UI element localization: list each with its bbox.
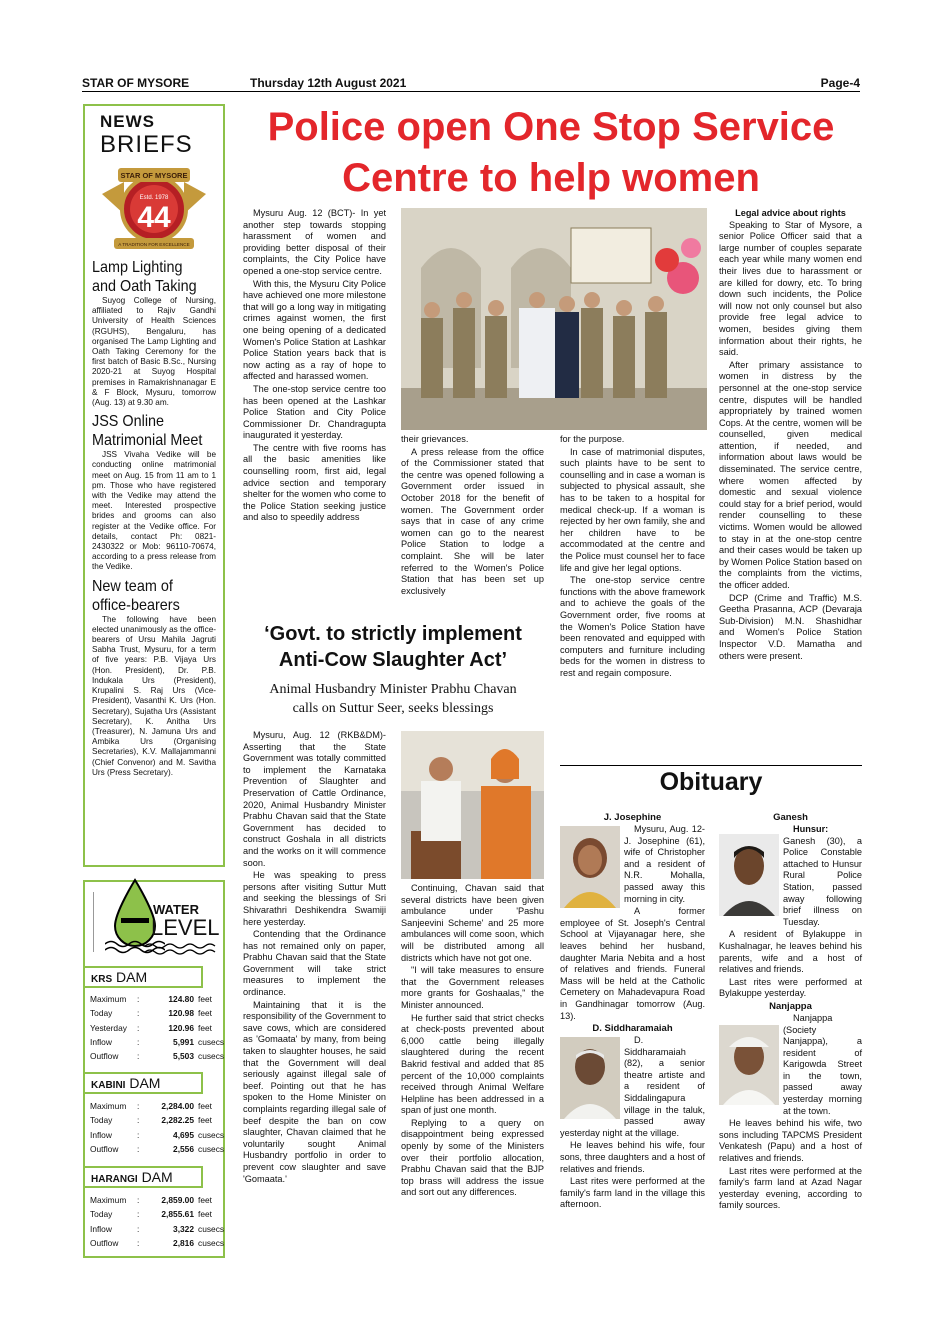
obituary-title: Obituary [560, 765, 862, 797]
brief-body: JSS Vivaha Vedike will be conducting online matrimonial meet on Aug. 15 from 11 am to 1 pm. Those who have registered with the Vedike may attend the meet. Interested prospective brides and grooms can also register at the Vedike office. For details, contact Ph: 0821-2430322 or Mob: 96110-70674, according to a press release from the Vedike. [92, 450, 216, 572]
brief-heading: Lamp Lighting and Oath Taking [92, 259, 197, 295]
paragraph: Speaking to Star of Mysore, a senior Police Officer said that a large number of couples separate each year while many women end their lives due to harassment or are killed for dowry, etc. To bring down such incidents, the Police will now not only counsel but also provide free legal advice to women, besides giving them information about their rights, he said. [719, 219, 862, 358]
paragraph: He leaves behind his wife, two sons including TAPCMS President Venkatesh (Papu) and a host of relatives and friends. [719, 1118, 862, 1164]
portrait-icon [560, 1037, 620, 1119]
water-level-header [85, 882, 223, 962]
paragraph: D. Siddharamaiah (82), a senior theatre artiste and a resident of Siddalingapura village in the taluk, passed away yesterday night at the village. [560, 1035, 705, 1138]
obituary-name: D. Siddharamaiah [592, 1023, 673, 1035]
paragraph: Mysuru, Aug. 12 (RKB&DM)- Asserting that the State Government was totally committed to implement the Karnataka Prevention of Slaughter and Preservation of Cattle Ordinance, 2020, Animal Husbandry Minister Prabhu Chavan said that the State Government has decided to construct Goshala in all districts and the works on it will commence soon. [243, 730, 386, 868]
brief-item [92, 258, 216, 408]
brief-item [92, 577, 216, 778]
paragraph: their grievances. [401, 434, 469, 444]
logo-number: 44 [137, 201, 171, 234]
lead-column-3 [560, 434, 705, 680]
portrait-icon [719, 834, 779, 916]
dam-row: Outflow : 5,503 cusecs [90, 1051, 225, 1062]
paragraph: With this, the Mysuru City Police have achieved one more milestone that will go a long way in mitigating crimes against women, the first one being opening of a dedicated Women's Police Station at Lashkar Police Station years back that is now acting as a ray of hope to affected and harassed women. [243, 278, 386, 382]
paragraph: He was speaking to press persons after visiting Suttur Mutt and seeking the blessings of Sri Shivarathri Deshikendra Swamiji here yesterday. [243, 870, 386, 927]
paragraph: Nanjappa (Society Nanjappa), a resident of Karigowda Street in the town, passed away yesterday morning at the town. [783, 1012, 862, 1116]
paragraph: Maintaining that it is the responsibility of the Government to save cows, which are considered as 'Gomaata' by many, from being taken to slaughter houses, he said that the Government will deal seriously against illegal sale of beef. Pointing out that he has spoken to the Home Minister on complaints regarding illegal sale of beef despite the ban on cow slaughter, Chavan claimed that he voluntarily sought Animal Husbandry portfolio in order to prevent cow slaughter and save 'Gomaata.' [243, 999, 386, 1184]
paragraph: Last rites were performed at Bylakuppe yesterday. [719, 976, 862, 999]
logo-text: STAR OF MYSORE [120, 171, 188, 180]
brief-heading: New team of office-bearers [92, 577, 180, 614]
brief-body: The following have been elected unanimously as the office-bearers of Ursu Mahila Jagruti Sabha Trust, Mysuru, for a term of five years: P.B. Vijaya Urs (Hon. President), Dr. P.B. Indukala Urs (President), Krupalini S. Raj Urs (Vice-President), Vasanthi K. Urs (Hon. Secretary), Sujatha Urs (Assistant Secretary), K. Anitha Urs (Treasurer), N. Jamuna Urs and Ambika Urs (Organising Secretaries), K.V. Mallajammanni (Chief Convenor) and M. Savitha Urs (Press Secretary). [92, 614, 216, 777]
dam-row: Yesterday : 120.96 feet [90, 1022, 212, 1033]
news-briefs-title: NEWS BRIEFS [100, 112, 193, 158]
lead-column-4 [719, 208, 862, 663]
news-briefs-box [83, 104, 225, 867]
cow-story-headline: ‘Govt. to strictly implement Anti-Cow Slaughter Act’ [264, 623, 522, 671]
paragraph: The centre with five rooms has all the basic amenities like counselling room, first aid, legal advice section and temporary shelter for the women who come to the Police Station seeking justice and also to speedily address [243, 442, 386, 523]
dam-tag-krs: KRS DAM [85, 966, 203, 988]
minister-seer-photo [401, 731, 544, 879]
brief-heading: JSS Online Matrimonial Meet [92, 413, 203, 450]
paragraph: Mysuru, Aug. 12- J. Josephine (61), wife of Christopher and a resident of N.R. Mohalla, passed away this morning in city. [624, 824, 705, 904]
dam-row: Today : 2,282.25 feet [90, 1115, 212, 1126]
paragraph: Last rites were performed at the family's farm land at Azad Nagar yesterday evening, according to family sources. [719, 1165, 862, 1211]
lead-column-2 [401, 434, 544, 598]
paper-name: STAR OF MYSORE [82, 76, 190, 90]
paragraph: The one-stop service centre too has been opened at the Lashkar Police Station and City Police Commissioner Dr. Chandragupta inaugurated it yesterday. [243, 383, 386, 441]
page-number: Page-4 [820, 76, 860, 90]
paragraph: Last rites were performed at the family's farm land in the village this afternoon. [560, 1176, 705, 1210]
paragraph: In case of matrimonial disputes, such plaints have to be sent to counselling and in case a woman is subjected to physical assault, she has to be taken to a hospital for medical check-up. If a woman is rejected by her own family, she and her children have to be accommodated at the centre and the Police must counsel her to face life and give her legal options. [560, 446, 705, 573]
star-of-mysore-44-logo [94, 164, 214, 254]
obituary-column-1 [560, 812, 705, 1212]
paragraph: Replying to a query on disappointment being expressed openly by some of the Ministers over their portfolio allocation, Prabhu Chavan said that the BJP top brass will address the issue and sort out any differences. [401, 1117, 544, 1198]
paragraph: The one-stop service centre functions with the above framework and to achieve the goals of the Government order, five rooms at the Women's Police Station have been renovated and equipped with computers and furniture including beds for the women in distress to rest and regain composure. [560, 575, 705, 678]
water-level-box [83, 880, 225, 1258]
dam-row: Outflow : 2,556 cusecs [90, 1143, 225, 1154]
dam-row: Maximum : 2,284.00 feet [90, 1101, 212, 1111]
paragraph: Contending that the Ordinance has not remained only on paper, Prabhu Chavan said that the State Government will take strict measures to implement the ordinance. [243, 929, 386, 998]
dam-row: Inflow : 4,695 cusecs [90, 1129, 225, 1140]
subheading: Legal advice about rights [735, 208, 846, 218]
dam-row: Inflow : 5,991 cusecs [90, 1036, 225, 1047]
dam-row: Maximum : 2,859.00 feet [90, 1195, 212, 1205]
obituary-name: Nanjappa [769, 1000, 812, 1012]
dam-table-kabini [90, 1099, 224, 1156]
masthead [82, 75, 860, 92]
obituary-name: Ganesh [773, 812, 808, 823]
wave-lines-icon [85, 940, 225, 960]
obituary-photo-siddharamaiah [560, 1037, 620, 1119]
obituary-photo-nanjappa [719, 1025, 779, 1105]
dam-row: Today : 2,855.61 feet [90, 1209, 212, 1220]
paragraph: Hunsur: Ganesh (30), a Police Constable attached to Hunsur Rural Police Station, passed away following brief illness on Tuesday. [783, 824, 862, 927]
issue-date: Thursday 12th August 2021 [250, 76, 407, 90]
dam-row: Outflow : 2,816 cusecs [90, 1237, 225, 1248]
portrait-icon [719, 1025, 779, 1105]
obituary-photo-josephine [560, 826, 620, 908]
anniversary-emblem-icon [94, 164, 214, 254]
cow-story-deck: Animal Husbandry Minister Prabhu Chavan calls on Suttur Seer, seeks blessings [269, 682, 517, 716]
water-level-title1: WATER [153, 902, 199, 917]
photo-illustration [401, 731, 544, 879]
water-level-title2: LEVEL [151, 915, 220, 940]
logo-motto: A TRADITION FOR EXCELLENCE [118, 242, 190, 247]
lead-headline: Police open One Stop Service Centre to help women [267, 105, 835, 200]
dam-tag-harangi: HARANGI DAM [85, 1166, 203, 1188]
photo-illustration [401, 208, 707, 430]
dam-row: Inflow : 3,322 cusecs [90, 1223, 225, 1234]
lead-column-1 [243, 208, 386, 525]
dam-row: Today : 120.98 feet [90, 1008, 212, 1019]
paragraph: A resident of Bylakuppe in Kushalnagar, he leaves behind his parents, wife and a host of relatives and friends. [719, 929, 862, 975]
brief-item [92, 412, 216, 572]
paragraph: A press release from the office of the Commissioner stated that the centre was opened following a Government order issued in October 2018 for the benefit of women. The Government order says that in case of any crime women can go to the nearest Police Station to lodge a complaint. She will be later referred to the Women's Police Station that has been set up exclusively [401, 446, 544, 596]
paragraph: Continuing, Chavan said that several districts have been given ambulance under 'Pashu Sanjeevini Scheme' and 25 more ambulances will come soon, which will be distributed among all districts which have not got one. [401, 883, 544, 963]
dam-tag-kabini: KABINI DAM [85, 1072, 203, 1094]
logo-estd: Estd. 1978 [139, 195, 169, 201]
police-centre-photo [401, 208, 707, 430]
cow-column-2 [401, 883, 544, 1200]
dam-table-krs [90, 992, 224, 1063]
dam-row: Maximum : 124.80 feet [90, 994, 212, 1004]
paragraph: He leaves behind his wife, four sons, three daughters and a host of relatives and friends. [560, 1140, 705, 1174]
cow-column-1 [243, 730, 386, 1186]
dateline: Hunsur: [793, 824, 829, 834]
paragraph: A former employee of St. Joseph's Central School at Vijayanagar here, she leaves behind her husband, daughter Maria Nebita and a host of relatives and friends. Funeral Mass will be held at the Catholic Cemetery on Mahadevapura Road in Gandhinagar tomorrow (Aug. 13). [560, 906, 705, 1021]
paragraph: for the purpose. [560, 434, 625, 444]
paragraph: Mysuru Aug. 12 (BCT)- In yet another step towards stopping harassment of women and providing better disposal of their complaints, the City Police have opened a one-stop service centre. [243, 208, 386, 276]
obituary-photo-ganesh [719, 834, 779, 916]
paragraph: "I will take measures to ensure that the Government releases more grants for Goshaalas," the Minister announced. [401, 965, 544, 1010]
paragraph: DCP (Crime and Traffic) M.S. Geetha Prasanna, ACP (Devaraja Sub-Division) M.N. Shashidhar and Women's Police Station Inspector V.D. Mamatha and others were present. [719, 592, 862, 661]
brief-body: Suyog College of Nursing, affiliated to Rajiv Gandhi University of Health Sciences (RGUHS), Bengaluru, has organised The Lamp Lighting and Oath Taking Ceremony for the first batch of Basic B.Sc., Nursing 2020-21 at Suyog Hospital premises in Ramakrishnanagar E & F Block, Mysuru, tomorrow (Aug. 13) at 9.30 am. [92, 296, 216, 408]
paragraph: After primary assistance to women in distress by the personnel at the one-stop service centre, disputes will be handled appropriately by trained women Cops. At the centre, women will be counselled, given medical attention, if needed, and information about laws would be disseminated. The service centre, where women affected by domestic and sexual violence could stay for a brief period, would render counselling to these victims. Women would be allowed to stay in at the one-stop centre and their cases would be taken up by Women Police Station based on the complaints from the victims, the officer added. [719, 359, 862, 590]
paragraph: He further said that strict checks at check-posts prevented about 6,000 cattle being illegally slaughtered during the recent Bakrid festival and added that 85 percent of the 10,000 complaints received through Animal Welfare Helpline has been addressed in a span of just one month. [401, 1012, 544, 1116]
obituary-column-2 [719, 812, 862, 1213]
portrait-icon [560, 826, 620, 908]
dam-table-harangi [90, 1193, 224, 1250]
obituary-name: J. Josephine [603, 812, 662, 823]
